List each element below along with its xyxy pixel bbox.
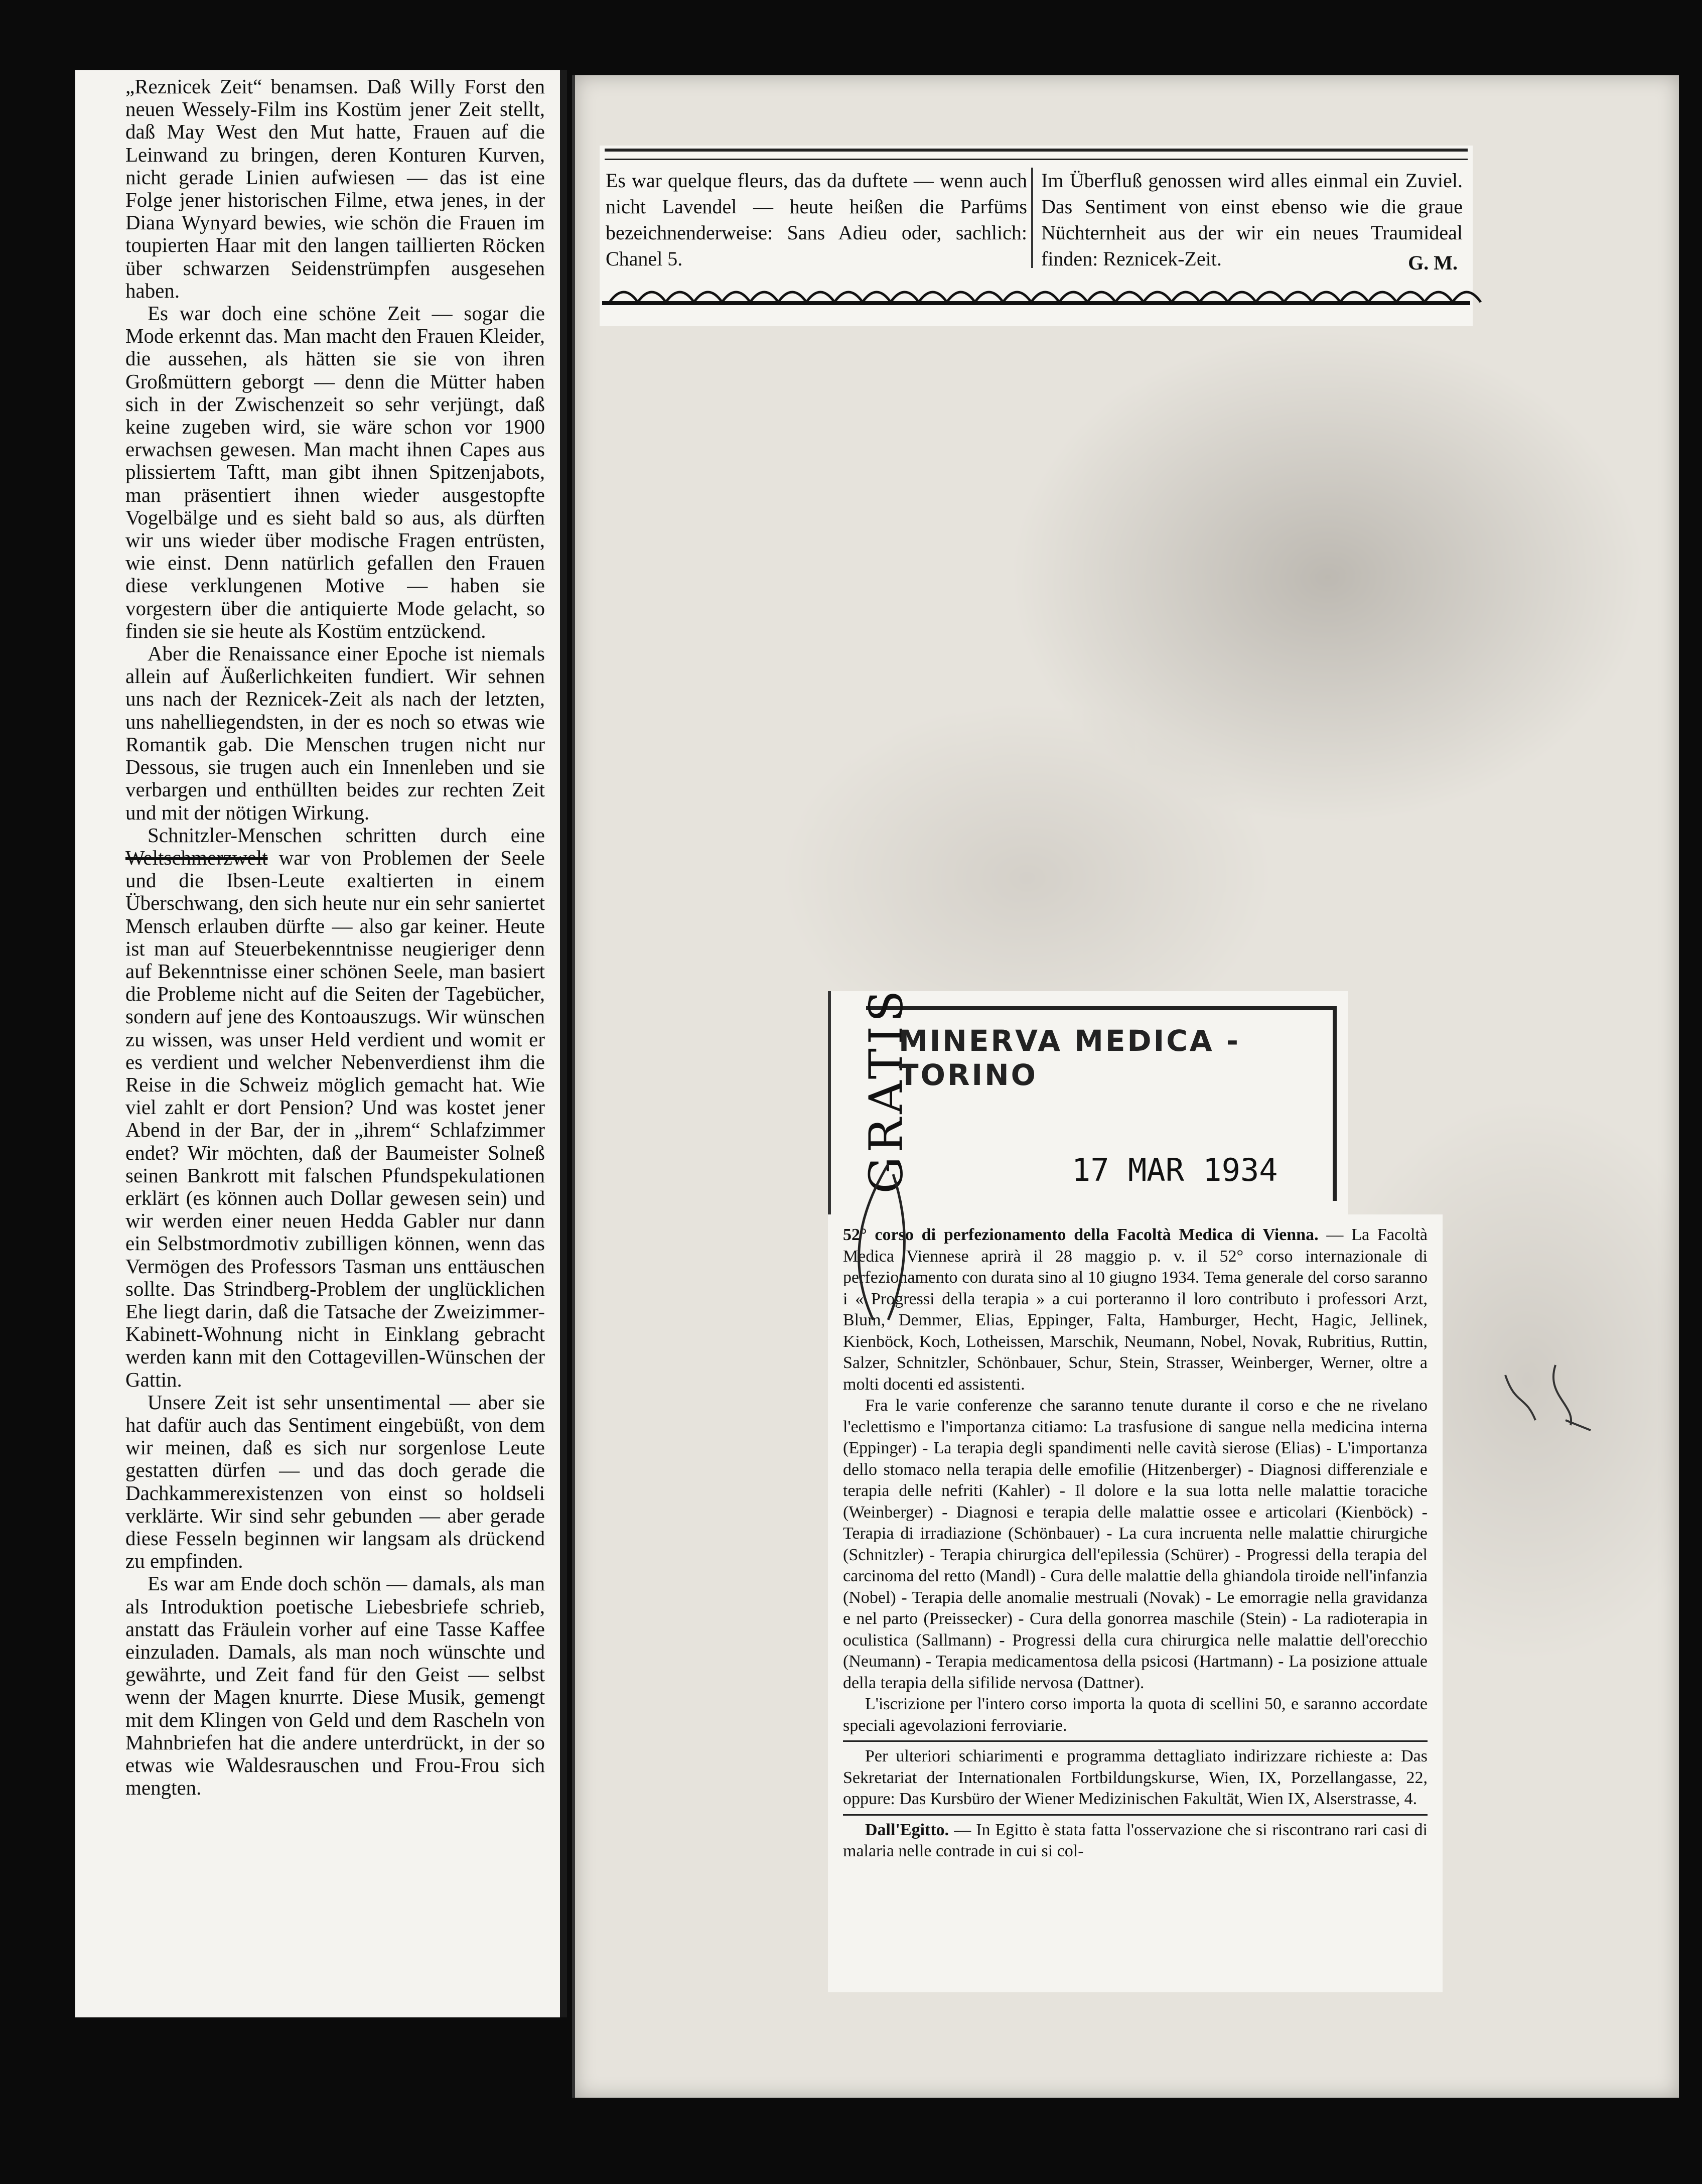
struck-word: Weltschmerzwelt (125, 846, 268, 869)
german-article-column (75, 70, 567, 2017)
german-paragraph-5: Unsere Zeit ist sehr unsentimental — aber sie hat dafür auch das Sentiment eingebüßt, von dem wir meinen, daß es sich nur sorgenlose Leute gestatten dürfen — und das doch gerade die Dachkammerexistenzen von einst so holdseli verklärte. Wir sind sehr gebunden — aber gerade diese Fesseln beginnen wir langsam als drückend zu empfinden. (125, 1390, 545, 1573)
german-paragraph-2: Es war doch eine schöne Zeit — sogar die Mode erkennt das. Man macht den Frauen Kleider, die aussehen, als hätten sie sie von ihren Großmüttern geborgt — denn die Mütter haben sich in der Zwischenzeit so sehr verjüngt, daß keine zugeben wird, sie wäre schon vor 1900 erwachsen gewesen. Man macht ihnen Capes aus plissiertem Taftt, man gibt ihnen Spitzenjabots, man präsentiert ihnen wieder ausgestopfte Vogelbälge und es sieht bald so aus, als dürften wir uns wieder über modische Fragen entrüsten, wie einst. Denn natürlich gefallen den Frauen diese verklungenen Motive — haben sie vorgestern über die antiquierte Mode gelacht, so finden sie sie heute als Kostüm entzückend. (125, 302, 545, 642)
top-clipping-right-text: Im Überfluß genossen wird alles einmal ein Zuviel. Das Sentiment von einst ebenso wie die graue Nüchternheit aus der wir ein neues Traumideal finden: Reznicek-Zeit. (1041, 169, 1463, 270)
italian-paragraph-3: L'iscrizione per l'intero corso importa la quota di scellini 50, e saranno accordate speciali agevolazioni ferroviarie. (843, 1695, 1428, 1735)
publisher-stamp: MINERVA MEDICA - TORINO (899, 1024, 1240, 1092)
german-paragraph-3: Aber die Renaissance einer Epoche ist niemals allein auf Äußerlichkeiten fundiert. Wir sehnen uns nach der Reznicek-Zeit als nach der letzten, uns nahelliegendsten, in der es noch so etwas wie Romantik gab. Die Menschen trugen nicht nur Dessous, sie trugen auch ein Innenleben und sie verbargen und enthüllten beides zur rechten Zeit und mit der nötigen Wirkung. (125, 642, 545, 824)
german-paragraph-4: Schnitzler-Menschen schritten durch eine Weltschmerzwelt war von Problemen der Seele und die Ibsen-Leute exaltierten in einem Überschwang, den sich heute nur ein sehr saniertet Mensch erlauben dürfte — also gar keiner. Heute ist man auf Steuerbekenntnisse neugieriger denn auf Bekenntnisse einer schönen Seele, man basiert die Probleme nicht auf die Seiten der Tagebücher, sondern auf jene des Kontoauszugs. Wir wünschen zu wissen, was unser Held verdient und womit er es verdient und welcher Nebenverdienst ihm die Reise in die Schweiz möglich gemacht hat. Wie viel zahlt er dort Pension? Und was kostet jener Abend in der Bar, der in „ihrem“ Schlafzimmer endet? Wir möchten, daß der Baumeister Solneß seinen Bankrott mit falschen Pfundspekulationen erklärt (es können auch Dollar gewesen sein) und wir werden einer neuen Hedda Gabler nur dann ein Selbstmordmotiv zubilligen können, wenn das Vermögen des Professors Tasman uns enttäuschen sollte. Das Strindberg-Problem der unglücklichen Ehe liegt darin, daß die Tatsache der Zweizimmer-Kabinett-Wohnung nicht in Einklang gebracht werden kann mit den Cottagevillen-Wünschen der Gattin. (125, 823, 545, 1391)
gratis-stamp: GRATIS (859, 986, 913, 1194)
italian-rule (843, 1740, 1428, 1742)
column-divider (1031, 168, 1033, 268)
pencil-mark (828, 1154, 938, 1335)
pencil-mark-right (1495, 1345, 1596, 1445)
italian-headline: 52° corso di perfezionamento della Facoltà Medica di Vienna. (843, 1225, 1319, 1244)
italian-rule-2 (843, 1814, 1428, 1816)
top-clipping-left-text: Es war quelque fleurs, das da duftete — wenn auch nicht Lavendel — heute heißen die Parfüms bezeichnenderweise: Sans Adieu oder, sachlich: Chanel 5. (606, 169, 1027, 270)
date-stamp: 17 MAR 1934 (1072, 1152, 1278, 1188)
italian-paragraph-1: 52° corso di perfezionamento della Facoltà Medica di Vienna. — La Facoltà Medica Viennese aprirà il 28 maggio p. v. il 52° corso internazionale di perfezionamento con durata sino al 10 giugno 1934. Tema generale del corso saranno i « Progressi della terapia » a cui porteranno il loro contributo i professori Arzt, Blum, Demmer, Elias, Eppinger, Falta, Hamburger, Hecht, Hagic, Jellinek, Kienböck, Koch, Lotheissen, Marschik, Neumann, Nobel, Novak, Rubritius, Ruttin, Salzer, Schnitzler, Schönbauer, Schur, Stein, Strasser, Weinberger, Werner, oltre a molti docenti ed assistenti. (843, 1225, 1428, 1394)
italian-paragraph-4: Per ulteriori schiarimenti e programma dettagliato indirizzare richieste a: Das Sekretariat der Internationalen Fortbildungskurse, Wien, IX, Porzellangasse, 22, oppure: Das Kursbüro der Wiener Medizinischen Fakultät, Wien IX, Alserstrasse, 4. (843, 1747, 1428, 1808)
top-rule (605, 149, 1468, 160)
ornamental-border (600, 280, 1473, 310)
author-signature: G. M. (1408, 251, 1458, 274)
italian-paragraph-5: Dall'Egitto. — In Egitto è stata fatta l'osservazione che si riscontrano rari casi di malaria nelle contrade in cui si col- (843, 1820, 1428, 1860)
italian-paragraph-2: Fra le varie conferenze che saranno tenute durante il corso e che ne rivelano l'eclettismo e l'importanza citiamo: La trasfusione di sangue nella medicina interna (Eppinger) - La terapia degli spandimenti nelle cavità sierose (Elias) - L'importanza dello stomaco nella terapia delle emofilie (Hitzenberger) - Diagnosi differenziale e terapia delle nefriti (Kahler) - Il dolore e la sua lotta nelle malattie toraciche (Weinberger) - Diagnosi e terapia delle malattie ossee e articolari (Kienböck) - Terapia di irradiazione (Schönbauer) - La cura incruenta nelle malattie chirurgiche (Schnitzler) - Terapia chirurgica dell'epilessia (Schürer) - Progressi della terapia del carcinoma del retto (Mandl) - Cura delle malattie della ghiandola tiroide nell'infanzia (Nobel) - Terapia delle anomalie mestruali (Novak) - Le emorragie nella gravidanza e nel parto (Preissecker) - Cura della gonorrea maschile (Stein) - La radioterapia in oculistica (Sallmann) - Progressi della cura chirurgica nelle malattie dell'orecchio (Neumann) - Terapia medicamentosa della psicosi (Hartmann) - La posizione attuale della terapia della sifilide nervosa (Dattner). (843, 1396, 1428, 1692)
top-clipping (600, 146, 1473, 326)
german-paragraph-1: „Reznicek Zeit“ benamsen. Daß Willy Forst den neuen Wessely-Film ins Kostüm jener Zeit stellt, daß May West den Mut hatte, Frauen auf die Leinwand zu bringen, deren Konturen Kurven, nicht gerade Linien aufwiesen — das ist eine Folge jener historischen Filme, etwa jenes, in der Diana Wynyard bewies, wie schön die Frauen im toupierten Haar mit den langen taillierten Röcken über schwarzen Seidenstrümpfen ausgesehen haben. (125, 75, 545, 302)
german-paragraph-6: Es war am Ende doch schön — damals, als man als Introduktion poetische Liebesbriefe schrieb, anstatt das Fräulein vorher auf eine Tasse Kaffee einzuladen. Damals, als man noch wünschte und gewährte, und Zeit fand für den Geist — selbst wenn der Magen knurrte. Diese Musik, gemengt mit dem Klingen von Geld und dem Rascheln von Mahnbriefen hat die andere unterdrückt, in der so etwas wie Waldesrauschen und Frou-Frou sich mengten. (125, 1572, 545, 1800)
